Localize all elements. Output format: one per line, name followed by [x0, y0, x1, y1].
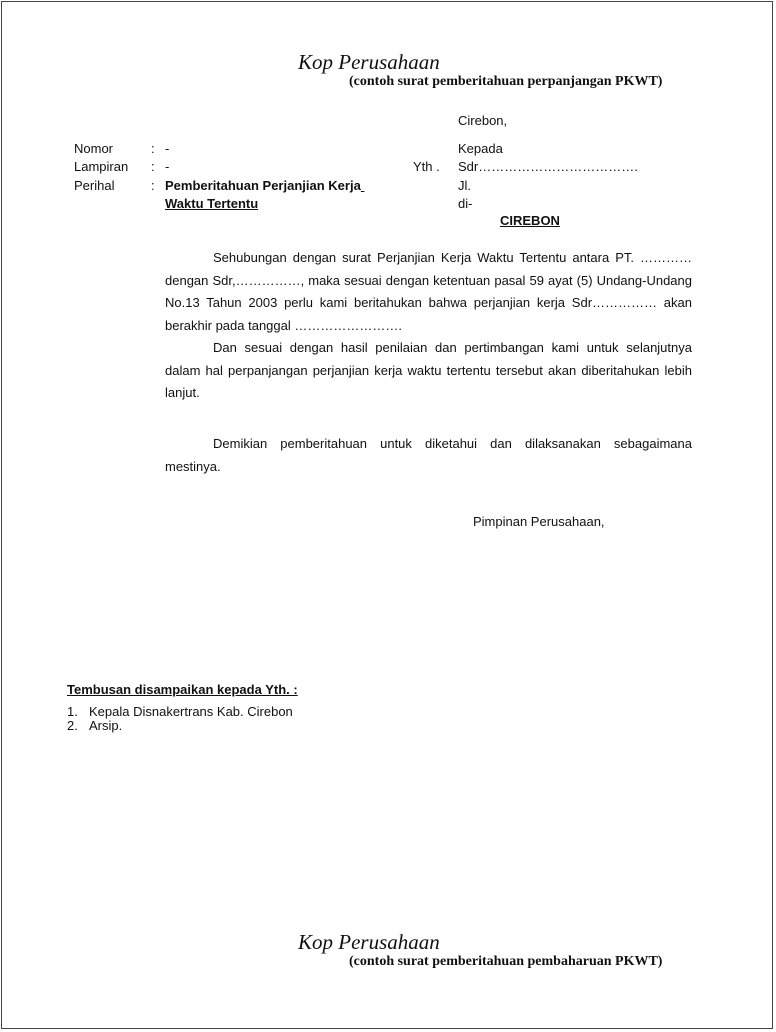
- body-paragraph-1-text: Sehubungan dengan surat Perjanjian Kerja Waktu Tertentu antara PT. ………… dengan Sdr,……………, maka sesuai dengan ketentuan pasal 59 ayat (5) Undang-Undang No.13 Tahun 2003 perlu kami beritahukan bahwa perjanjian kerja Sdr…………… akan berakhir pada tanggal …………………….: [165, 250, 692, 333]
- kop-title: Kop Perusahaan: [298, 50, 440, 74]
- perihal-line1-text: Pemberitahuan Perjanjian Kerja: [165, 178, 361, 193]
- lampiran-label: Lampiran: [74, 159, 129, 174]
- cc-item-2-num: 2.: [67, 718, 78, 733]
- lampiran-value: -: [165, 159, 170, 174]
- body-paragraph-3-text: Demikian pemberitahuan untuk diketahui dan dilaksanakan sebagaimana mestinya.: [165, 436, 692, 474]
- recipient-di: di-: [458, 196, 473, 211]
- perihal-colon: :: [151, 178, 155, 193]
- body-paragraph-2-text: Dan sesuai dengan hasil penilaian dan pertimbangan kami untuk selanjutnya dalam hal perpanjangan perjanjian kerja waktu tertentu tersebut akan diberitahukan lebih lanjut.: [165, 340, 692, 400]
- perihal-line1: [165, 178, 364, 193]
- kop-subtitle: (contoh surat pemberitahuan perpanjangan PKWT): [349, 74, 663, 89]
- page-border: [1, 1, 773, 1029]
- cc-heading: Tembusan disampaikan kepada Yth. :: [67, 682, 298, 697]
- body-paragraph-3: [165, 433, 692, 478]
- cc-item-1-text: Kepala Disnakertrans Kab. Cirebon: [89, 704, 293, 719]
- kepada-label: Kepada: [458, 141, 503, 156]
- perihal-line2: Waktu Tertentu: [165, 196, 259, 211]
- cc-item-1-num: 1.: [67, 704, 78, 719]
- nomor-colon: :: [151, 141, 155, 156]
- yth-label: Yth .: [413, 159, 440, 174]
- body-paragraph-2: [165, 337, 692, 405]
- recipient-name: Sdr……………………………….: [458, 159, 638, 174]
- nomor-label: Nomor: [74, 141, 114, 156]
- lampiran-colon: :: [151, 159, 155, 174]
- body-paragraph-1: [165, 247, 692, 337]
- kop-subtitle-2: (contoh surat pemberitahuan pembaharuan PKWT): [349, 954, 663, 969]
- recipient-street: Jl.: [458, 178, 471, 193]
- nomor-value: -: [165, 141, 170, 156]
- kop-title-2: Kop Perusahaan: [298, 930, 440, 954]
- cc-item-2-text: Arsip.: [89, 718, 123, 733]
- perihal-label: Perihal: [74, 178, 115, 193]
- recipient-city: CIREBON: [500, 213, 560, 228]
- place-date: Cirebon,: [458, 113, 508, 128]
- signature-title: Pimpinan Perusahaan,: [473, 514, 605, 529]
